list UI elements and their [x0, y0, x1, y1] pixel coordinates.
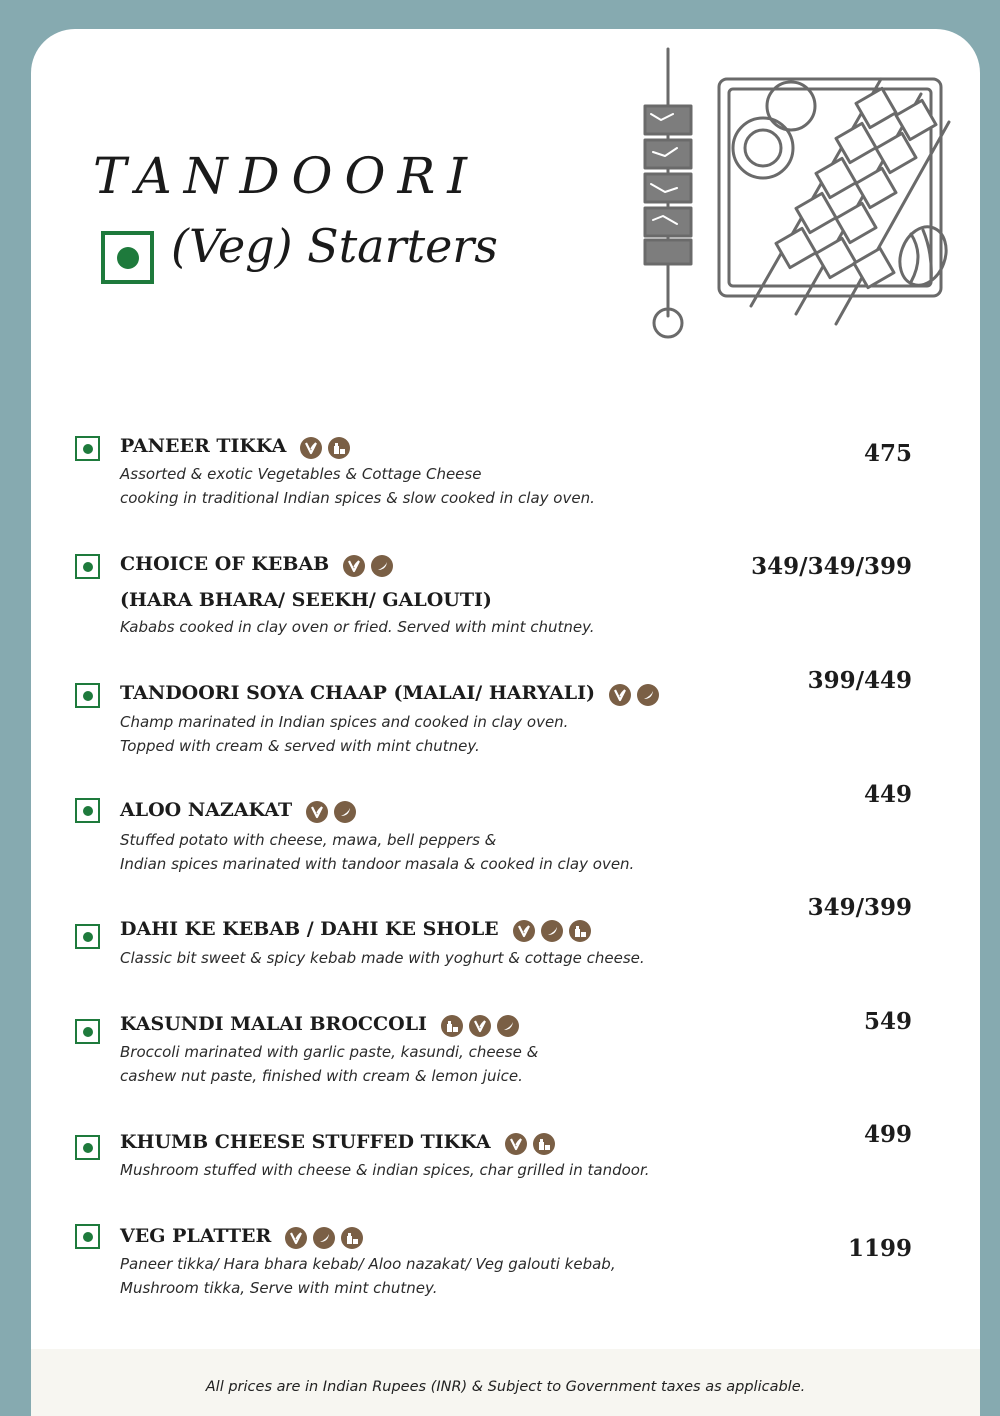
dairy-icon	[441, 1015, 463, 1037]
vegetarian-icon	[609, 684, 631, 706]
item-price: 499	[863, 1121, 912, 1148]
item-description-line: Classic bit sweet & spicy kebab made with yoghurt & cottage cheese.	[120, 949, 645, 967]
item-name-text: DAHI KE KEBAB / DAHI KE SHOLE	[120, 918, 499, 940]
item-description-line: Stuffed potato with cheese, mawa, bell peppers &	[120, 831, 497, 849]
item-name-text: ALOO NAZAKAT	[120, 799, 293, 821]
item-price: 399/449	[807, 667, 912, 694]
veg-symbol-icon	[75, 924, 100, 949]
vegetarian-icon	[285, 1227, 307, 1249]
vegetarian-icon	[343, 555, 365, 577]
dietary-icons	[300, 435, 356, 459]
item-name	[120, 798, 362, 823]
item-description-line: Mushroom tikka, Serve with mint chutney.	[120, 1279, 438, 1297]
item-description-line: cooking in traditional Indian spices & slow cooked in clay oven.	[120, 489, 595, 507]
dairy-icon	[341, 1227, 363, 1249]
spicy-icon	[313, 1227, 335, 1249]
veg-symbol-icon	[75, 1224, 100, 1249]
item-description-line: Assorted & exotic Vegetables & Cottage Cheese	[120, 465, 482, 483]
menu-card	[31, 29, 980, 1416]
item-name	[120, 1012, 525, 1037]
item-description-line: cashew nut paste, finished with cream & lemon juice.	[120, 1067, 523, 1085]
item-name	[120, 434, 356, 459]
item-price: 449	[863, 781, 912, 808]
item-name-text: TANDOORI SOYA CHAAP (MALAI/ HARYALI)	[120, 682, 596, 704]
item-description	[120, 1158, 650, 1182]
dietary-icons	[441, 1013, 525, 1037]
dietary-icons	[285, 1225, 369, 1249]
vegetarian-icon	[513, 920, 535, 942]
item-description	[120, 1252, 616, 1300]
item-name	[120, 552, 399, 577]
item-name	[120, 1130, 561, 1155]
dietary-icons	[513, 918, 597, 942]
spicy-icon	[371, 555, 393, 577]
spicy-icon	[541, 920, 563, 942]
dietary-icons	[306, 799, 362, 823]
item-description-line: Topped with cream & served with mint chutney.	[120, 737, 480, 755]
item-description-line: Kababs cooked in clay oven or fried. Served with mint chutney.	[120, 618, 595, 636]
veg-symbol-icon	[75, 1135, 100, 1160]
item-price: 1199	[847, 1235, 912, 1262]
item-description-line: Indian spices marinated with tandoor masala & cooked in clay oven.	[120, 855, 635, 873]
menu-title: TANDOORI	[93, 147, 479, 205]
item-price: 549	[863, 1008, 912, 1035]
vegetarian-icon	[306, 801, 328, 823]
item-name-text: KHUMB CHEESE STUFFED TIKKA	[120, 1131, 491, 1153]
menu-subtitle: (Veg) Starters	[171, 219, 498, 273]
item-description-line: Broccoli marinated with garlic paste, kasundi, cheese &	[120, 1043, 539, 1061]
spicy-icon	[334, 801, 356, 823]
item-description	[120, 710, 568, 758]
dairy-icon	[569, 920, 591, 942]
item-name	[120, 917, 597, 942]
item-description	[120, 1040, 538, 1088]
item-name-text: VEG PLATTER	[120, 1225, 272, 1247]
spicy-icon	[637, 684, 659, 706]
item-price: 349/349/399	[751, 553, 912, 580]
item-description-line: Paneer tikka/ Hara bhara kebab/ Aloo nazakat/ Veg galouti kebab,	[120, 1255, 616, 1273]
vegetarian-icon	[469, 1015, 491, 1037]
footer-note: All prices are in Indian Rupees (INR) & Subject to Government taxes as applicable.	[205, 1379, 806, 1395]
dietary-icons	[343, 553, 399, 577]
dairy-icon	[533, 1133, 555, 1155]
vegetarian-icon	[300, 437, 322, 459]
item-price: 349/399	[807, 894, 912, 921]
item-description-line: Mushroom stuffed with cheese & indian spices, char grilled in tandoor.	[120, 1161, 650, 1179]
item-description	[120, 946, 645, 970]
item-description	[120, 828, 634, 876]
veg-symbol-icon	[75, 683, 100, 708]
item-name	[120, 1224, 369, 1249]
dietary-icons	[609, 682, 665, 706]
veg-symbol-icon	[75, 1019, 100, 1044]
item-description	[120, 615, 595, 639]
item-name	[120, 681, 665, 706]
spicy-icon	[497, 1015, 519, 1037]
item-name-text: CHOICE OF KEBAB	[120, 553, 330, 575]
dietary-icons	[505, 1131, 561, 1155]
item-subname: (HARA BHARA/ SEEKH/ GALOUTI)	[120, 589, 492, 611]
vegetarian-icon	[505, 1133, 527, 1155]
veg-symbol-icon	[75, 436, 100, 461]
item-name-text: PANEER TIKKA	[120, 435, 287, 457]
item-price: 475	[863, 440, 912, 467]
footer	[31, 1349, 980, 1416]
item-name-text: KASUNDI MALAI BROCCOLI	[120, 1013, 427, 1035]
item-description-line: Champ marinated in Indian spices and cooked in clay oven.	[120, 713, 569, 731]
veg-symbol-icon	[75, 798, 100, 823]
kebab-platter-illustration-icon	[631, 44, 961, 344]
item-description	[120, 462, 595, 510]
dairy-icon	[328, 437, 350, 459]
veg-symbol-icon	[75, 554, 100, 579]
veg-symbol-icon	[101, 231, 154, 284]
